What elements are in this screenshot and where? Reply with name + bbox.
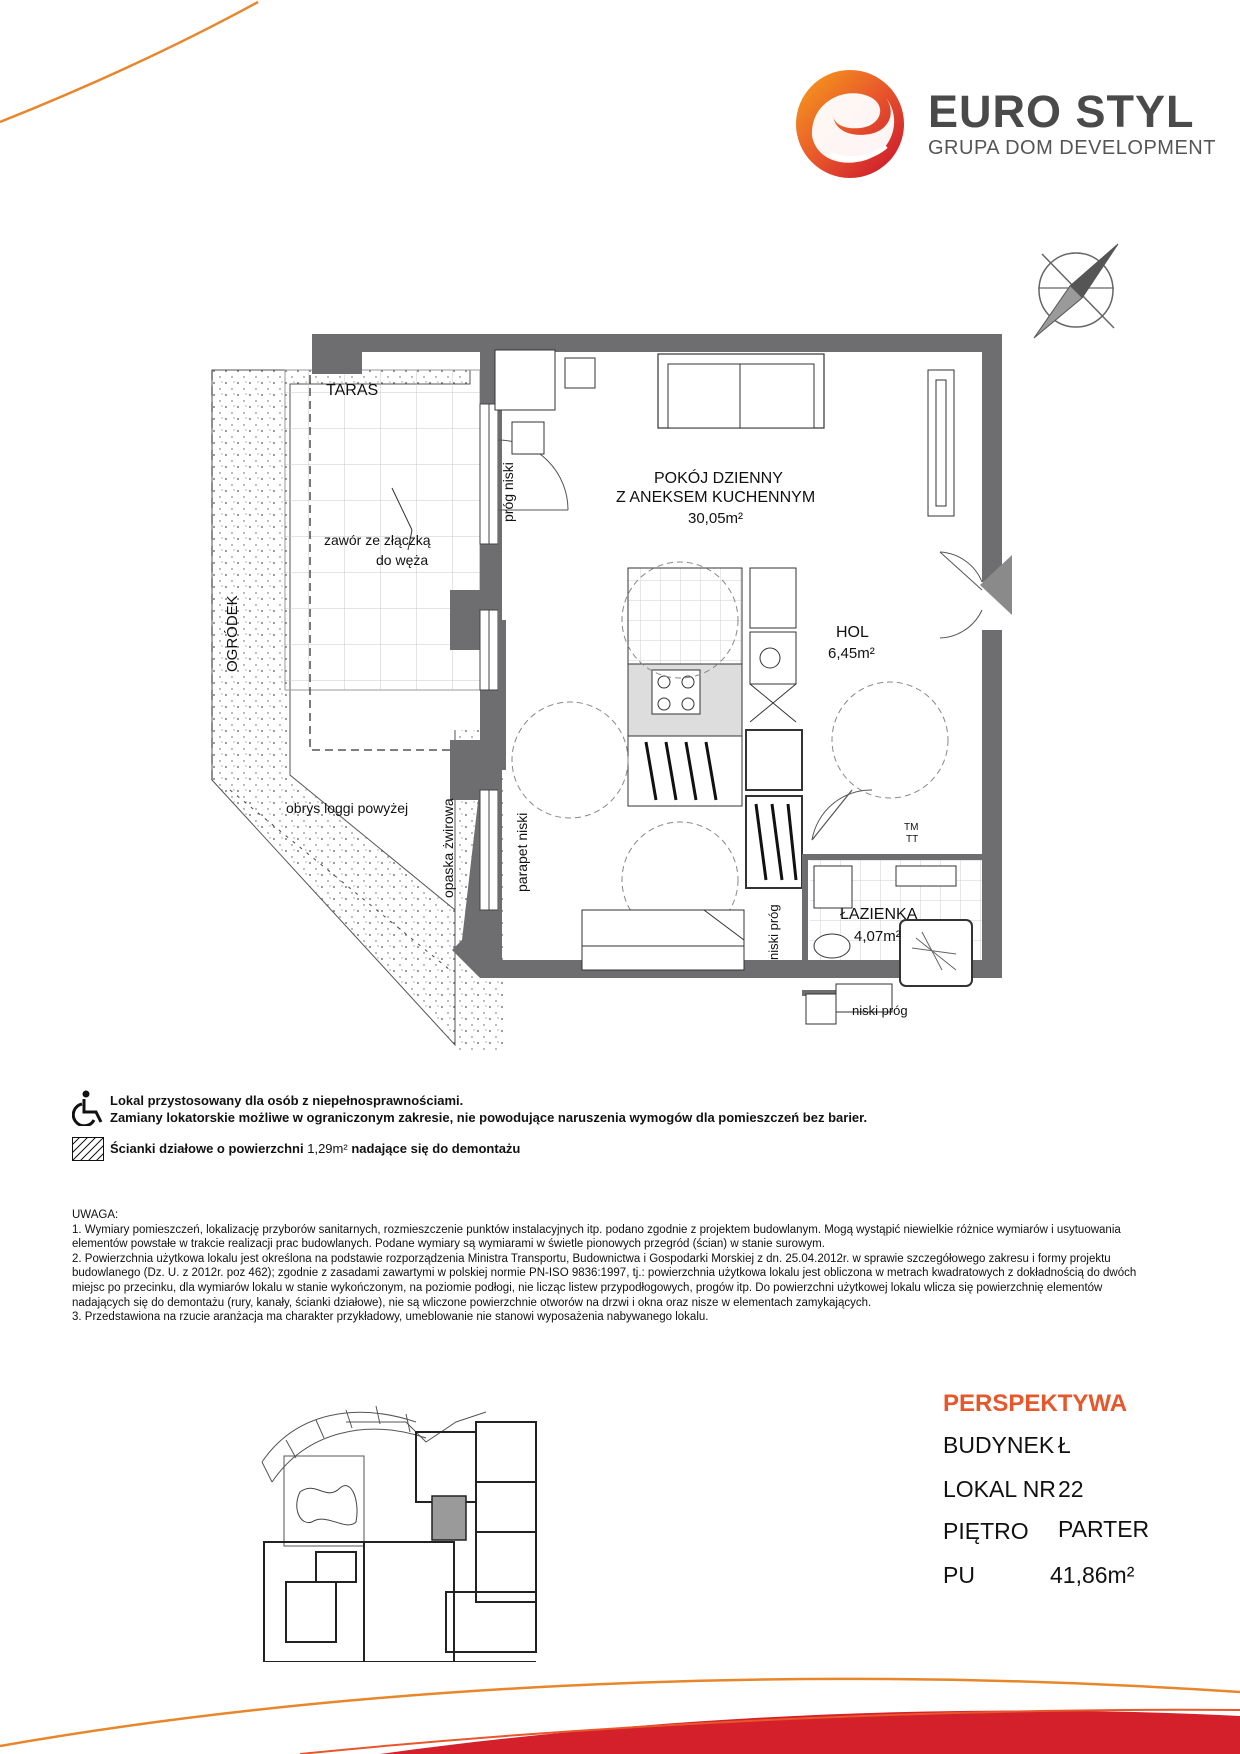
- tt-label: TT: [906, 834, 919, 845]
- brand-subtitle: GRUPA DOM DEVELOPMENT: [928, 137, 1216, 159]
- terrace-label: TARAS: [326, 382, 379, 399]
- building-key-plan: [256, 1392, 556, 1662]
- unit-label: LOKAL NR: [943, 1476, 1056, 1502]
- notes-item-3: 3. Przedstawiona na rzucie aranżacja ma charakter przykładowy, umeblowanie nie stanowi wyposażenia nabywanego lokalu.: [72, 1311, 709, 1324]
- loggia-outline-label: obrys loggi powyżej: [286, 800, 409, 816]
- brand-name: EURO STYL: [928, 86, 1195, 137]
- highlighted-unit: [432, 1496, 466, 1540]
- wheelchair-icon: [72, 1090, 106, 1126]
- floor-label: PIĘTRO: [943, 1518, 1029, 1544]
- hall-name: HOL: [836, 624, 869, 641]
- partition-note-pre: Ścianki działowe o powierzchni: [110, 1141, 304, 1156]
- accessibility-note-line1: Lokal przystosowany dla osób z niepełnosprawnościami.: [110, 1093, 464, 1108]
- area-label: PU: [943, 1562, 975, 1588]
- tm-label: TM: [904, 822, 919, 833]
- bathroom-area: 4,07m²: [854, 928, 901, 945]
- living-room-area: 30,05m²: [688, 510, 744, 527]
- building-value: Ł: [1058, 1432, 1071, 1458]
- partition-area: 1,29m²: [307, 1141, 348, 1156]
- bathroom-name: ŁAZIENKA: [840, 906, 918, 923]
- notes-title: UWAGA:: [72, 1209, 119, 1221]
- notes-block: [72, 1208, 1152, 1325]
- gravel-strip-label: opaska żwirowa: [440, 798, 456, 898]
- euro-styl-logo-icon: [790, 66, 910, 182]
- floor-value: PARTER: [1058, 1516, 1150, 1542]
- bottom-swoosh: [0, 1660, 1240, 1754]
- hatch-pattern-icon: [72, 1137, 104, 1161]
- info-title: PERSPEKTYWA: [943, 1390, 1128, 1417]
- north-arrow-icon: [1028, 240, 1124, 340]
- low-threshold-door-label: próg niski: [500, 462, 516, 522]
- low-threshold-bath-label-2: niski próg: [852, 1003, 908, 1018]
- living-room-name-1: POKÓJ DZIENNY: [654, 470, 783, 487]
- hall-area: 6,45m²: [828, 645, 875, 662]
- floor-plan: [200, 320, 1020, 1060]
- partition-note-post: nadające się do demontażu: [351, 1141, 521, 1156]
- valve-label-line1: zawór ze złączką: [324, 532, 431, 548]
- low-threshold-bath-label-1: niski próg: [766, 904, 781, 960]
- valve-label-line2: do węża: [376, 552, 429, 568]
- notes-item-2: 2. Powierzchnia użytkowa lokalu jest określona na podstawie rozporządzenia Ministra Transportu, Budownictwa i Gospodarki Morskiej z dn. 25.04.2012r. w sprawie szczegółowego zakresu i formy projektu budowlanego (Dz. U. z 2012r. poz 462); zgodnie z zasadami zawartymi w polskiej normie PN-ISO 9836:1997, tj.: powierzchnia użytkowa lokalu jest obliczona w metrach kwadratowych z dokładnością do dwóch miejsc po przecinku, dla wymiarów lokalu w stanie wykończonym, na poziomie podłogi, nie licząc listew przypodłogowych, progów itp. Do powierzchni użytkowej lokalu wlicza się powierzchnię elementów nadających się do demontażu (rury, kanały, ścianki działowe), nie są wliczone powierzchnie otworów na drzwi i okna oraz nisze w elementach zamykających.: [72, 1252, 1137, 1309]
- low-sill-label: parapet niski: [514, 812, 530, 892]
- notes-item-1: 1. Wymiary pomieszczeń, lokalizację przyborów sanitarnych, rozmieszczenie punktów instalacyjnych itp. podano zgodnie z projektem budowlanym. Mogą wystąpić niewielkie różnice wymiarów i usytuowania elementów powstałe w trakcie realizacji prac budowlanych. Podane wymiary są wymiarami w świetle pionowych przegród (ścian) w stanie surowym.: [72, 1223, 1121, 1251]
- unit-value: 22: [1058, 1476, 1084, 1502]
- living-room-name-2: Z ANEKSEM KUCHENNYM: [616, 489, 816, 506]
- area-value: 41,86m²: [1050, 1562, 1135, 1588]
- building-label: BUDYNEK: [943, 1432, 1055, 1458]
- partition-note: [110, 1140, 520, 1157]
- accessibility-note-line2: Zamiany lokatorskie możliwe w ograniczonym zakresie, nie powodujące naruszenia wymogów dla pomieszczeń bez barier.: [110, 1110, 868, 1125]
- top-swoosh: [0, 0, 260, 130]
- garden-label: OGRÓDEK: [224, 595, 241, 672]
